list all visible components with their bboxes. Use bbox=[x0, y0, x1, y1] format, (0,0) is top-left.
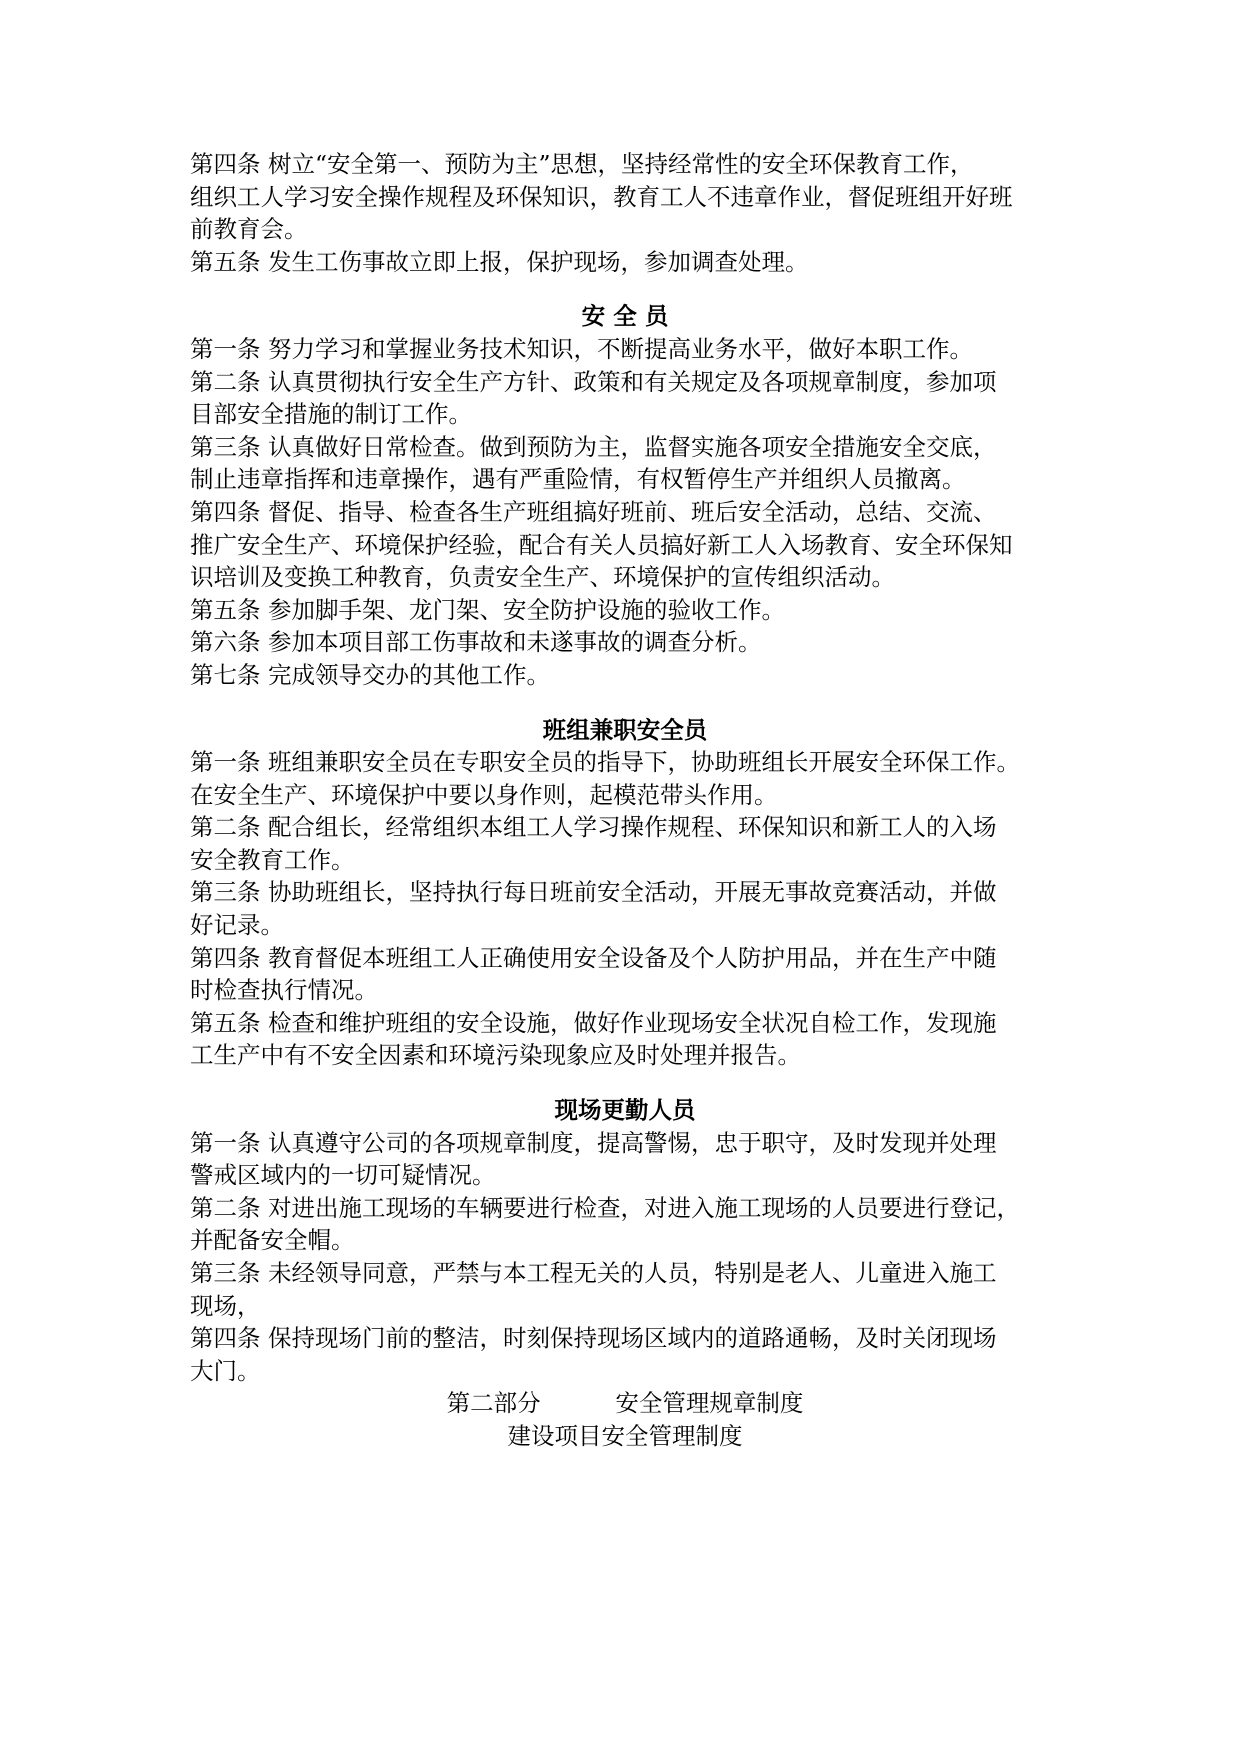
section-title: 安 全 员 bbox=[581, 302, 669, 331]
section-line: 第五条 检查和维护班组的安全设施，做好作业现场安全状况自检工作，发现施 bbox=[190, 1008, 997, 1037]
section-spacer bbox=[190, 1072, 1060, 1094]
section-line: 第一条 班组兼职安全员在专职安全员的指导下，协助班组长开展安全环保工作。 bbox=[190, 748, 1020, 777]
section-title: 现场更勤人员 bbox=[554, 1096, 696, 1125]
intro-line: 第四条 树立“安全第一、预防为主”思想，坚持经常性的安全环保教育工作， bbox=[190, 150, 974, 178]
section-line: 第一条 认真遵守公司的各项规章制度，提高警惕，忠于职守，及时发现并处理 bbox=[190, 1128, 997, 1157]
section-line: 第三条 认真做好日常检查。做到预防为主，监督实施各项安全措施安全交底， bbox=[190, 432, 997, 461]
section-line: 识培训及变换工种教育，负责安全生产、环境保护的宣传组织活动。 bbox=[190, 563, 895, 592]
section-line: 第五条 参加脚手架、龙门架、安全防护设施的验收工作。 bbox=[190, 595, 785, 624]
section-line: 现场， bbox=[190, 1291, 261, 1320]
intro-block bbox=[190, 148, 1060, 278]
section-line: 工生产中有不安全因素和环境污染现象应及时处理并报告。 bbox=[190, 1041, 801, 1070]
section-line: 并配备安全帽。 bbox=[190, 1226, 355, 1255]
section-line: 在安全生产、环境保护中要以身作则，起模范带头作用。 bbox=[190, 780, 778, 809]
section-line: 第四条 保持现场门前的整洁，时刻保持现场区域内的道路通畅，及时关闭现场 bbox=[190, 1324, 997, 1353]
part-heading: 第二部分 安全管理规章制度 bbox=[446, 1389, 804, 1418]
section-line: 第二条 对进出施工现场的车辆要进行检查，对进入施工现场的人员要进行登记， bbox=[190, 1193, 1020, 1222]
sub-heading: 建设项目安全管理制度 bbox=[507, 1421, 743, 1450]
section-line: 第四条 督促、指导、检查各生产班组搞好班前、班后安全活动，总结、交流、 bbox=[190, 497, 997, 526]
section-title: 班组兼职安全员 bbox=[542, 715, 708, 744]
section-site-guard bbox=[190, 1094, 1060, 1387]
intro-line: 前教育会。 bbox=[190, 215, 308, 244]
section-line: 第三条 协助班组长，坚持执行每日班前安全活动，开展无事故竞赛活动，并做 bbox=[190, 878, 997, 907]
section-line: 制止违章指挥和违章操作，遇有严重险情，有权暂停生产并组织人员撤离。 bbox=[190, 465, 966, 494]
section-spacer bbox=[190, 278, 1060, 300]
intro-line: 第五条 发生工伤事故立即上报，保护现场，参加调查处理。 bbox=[190, 247, 809, 276]
section-line: 第二条 配合组长，经常组织本组工人学习操作规程、环保知识和新工人的入场 bbox=[190, 813, 997, 842]
document-page bbox=[190, 148, 1060, 1453]
section-line: 第二条 认真贯彻执行安全生产方针、政策和有关规定及各项规章制度，参加项 bbox=[190, 367, 997, 396]
section-line: 好记录。 bbox=[190, 911, 284, 940]
section-line: 时检查执行情况。 bbox=[190, 976, 378, 1005]
section-line: 安全教育工作。 bbox=[190, 845, 355, 874]
section-line: 第四条 教育督促本班组工人正确使用安全设备及个人防护用品，并在生产中随 bbox=[190, 943, 997, 972]
section-safety-officer bbox=[190, 300, 1060, 691]
section-line: 第六条 参加本项目部工伤事故和未遂事故的调查分析。 bbox=[190, 628, 762, 657]
section-line: 第七条 完成领导交办的其他工作。 bbox=[190, 660, 550, 689]
section-line: 目部安全措施的制订工作。 bbox=[190, 400, 472, 429]
section-line: 大门。 bbox=[190, 1356, 261, 1385]
section-line: 警戒区域内的一切可疑情况。 bbox=[190, 1161, 496, 1190]
section-line: 第一条 努力学习和掌握业务技术知识，不断提高业务水平，做好本职工作。 bbox=[190, 334, 973, 363]
section-team-safety-officer bbox=[190, 714, 1060, 1073]
intro-line: 组织工人学习安全操作规程及环保知识，教育工人不违章作业，督促班组开好班 bbox=[190, 182, 1013, 211]
footer-block bbox=[190, 1387, 1060, 1452]
section-spacer bbox=[190, 692, 1060, 714]
section-line: 第三条 未经领导同意，严禁与本工程无关的人员，特别是老人、儿童进入施工 bbox=[190, 1259, 997, 1287]
section-line: 推广安全生产、环境保护经验，配合有关人员搞好新工人入场教育、安全环保知 bbox=[190, 530, 1013, 559]
